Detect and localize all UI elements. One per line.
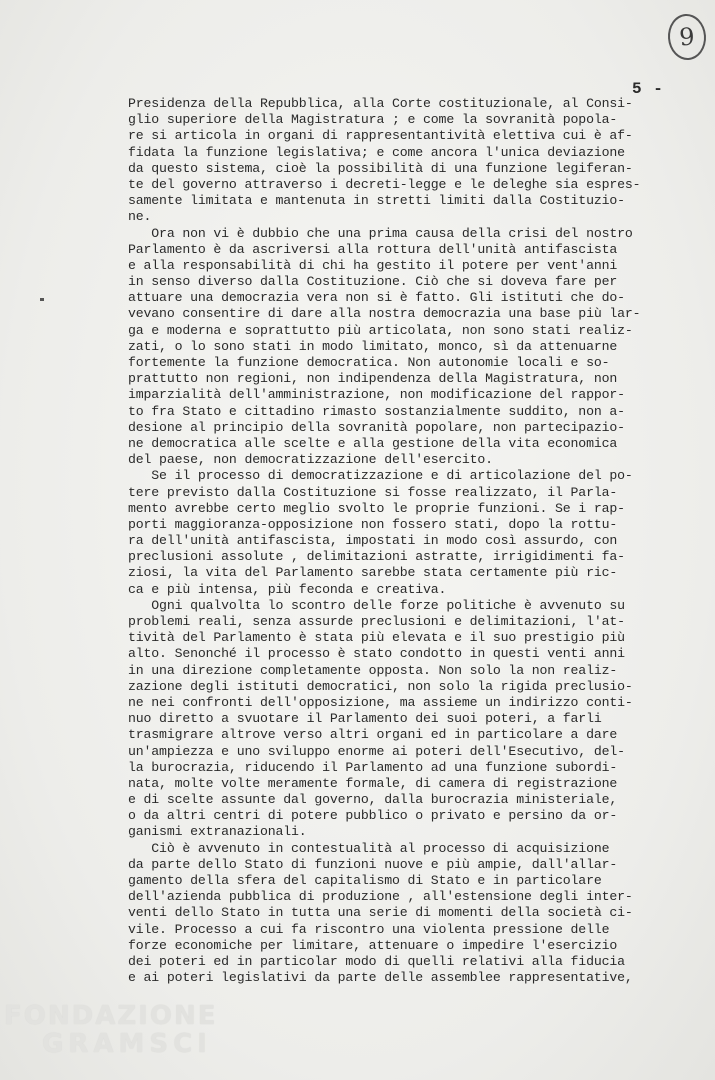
text-line: un'ampiezza e uno sviluppo enorme ai poteri dell'Esecutivo, del-	[128, 743, 625, 759]
text-line: problemi reali, senza assurde preclusioni e delimitazioni, l'at-	[128, 614, 625, 629]
text-line: samente limitata e mantenuta in stretti limiti dalla Costituzio-	[128, 193, 625, 209]
text-line: ra dell'unità antifascista, impostati in modo così assurdo, con	[128, 533, 618, 549]
text-line: dei poteri ed in particolar modo di quelli relativi alla fiducia	[128, 953, 625, 969]
text-line: ne.	[128, 209, 152, 225]
watermark-logo	[4, 1002, 217, 1058]
text-line: Presidenza della Repubblica, alla Corte costituzionale, al Consi-	[128, 96, 633, 111]
text-line: e alla responsabilità di chi ha gestito il potere per vent'anni	[128, 257, 618, 273]
text-line: mento avrebbe certo meglio svolto le proprie funzioni. Se i rap-	[128, 500, 625, 516]
text-line: preclusioni assolute , delimitazioni astratte, irrigidimenti fa-	[128, 549, 625, 565]
text-line: ga e moderna e soprattutto più articolata, non sono stati realiz-	[128, 322, 633, 338]
watermark-line-2: GRAMSCI	[42, 1029, 212, 1059]
text-line: ne democratica alle scelte e alla gestione della vita economica	[128, 435, 618, 451]
text-line: in senso diverso dalla Costituzione. Ciò che si doveva fare per	[128, 274, 618, 290]
text-line: to fra Stato e cittadino rimasto sostanzialmente suddito, non a-	[128, 403, 625, 419]
text-line: tività del Parlamento è stata più elevata e il suo prestigio più	[128, 630, 625, 646]
page-number: 5 -	[632, 80, 664, 98]
margin-mark	[40, 298, 44, 301]
text-line: zati, o lo sono stati in modo limitato, monco, sì da attenuarne	[128, 338, 618, 354]
text-line: Ciò è avvenuto in contestualità al processo di acquisizione	[128, 840, 610, 856]
text-line: vile. Processo a cui fa riscontro una violenta pressione delle	[128, 921, 610, 937]
text-line: da parte dello Stato di funzioni nuove e più ampie, dall'allar-	[128, 856, 618, 872]
text-line: te del governo attraverso i decreti-legge e le deleghe sia espres-	[128, 176, 641, 192]
text-line: e ai poteri legislativi da parte delle assemblee rappresentative,	[128, 970, 633, 986]
text-line: forze economiche per limitare, attenuare o impedire l'esercizio	[128, 937, 618, 953]
text-line: fortemente la funzione democratica. Non autonomie locali e so-	[128, 355, 610, 370]
text-line: la burocrazia, riducendo il Parlamento ad una funzione subordi-	[128, 759, 618, 775]
circled-number-text: 9	[678, 22, 696, 52]
text-line: porti maggioranza-opposizione non fossero stati, dopo la rottu-	[128, 516, 618, 532]
text-line: glio superiore della Magistratura ; e come la sovranità popola-	[128, 112, 618, 128]
text-line: tere previsto dalla Costituzione si fosse realizzato, il Parla-	[128, 484, 618, 500]
text-line: ziosi, la vita del Parlamento sarebbe stata certamente più ric-	[128, 565, 618, 581]
circled-archive-number	[666, 13, 707, 62]
text-line: zazione degli istituti democratici, non solo la rigida preclusio-	[128, 678, 633, 694]
text-line: desione al principio della sovranità popolare, non partecipazio-	[128, 419, 625, 435]
text-line: Ogni qualvolta lo scontro delle forze politiche è avvenuto su	[128, 597, 625, 613]
text-line: vevano consentire di dare alla nostra democrazia una base più lar-	[128, 306, 641, 322]
text-line: ganismi extranazionali.	[128, 824, 307, 840]
text-line: re si articola in organi di rappresentantività elettiva cui è af-	[128, 128, 633, 144]
text-line: da questo sistema, cioè la possibilità di una funzione legiferan-	[128, 160, 633, 176]
text-line: Ora non vi è dubbio che una prima causa della crisi del nostro	[128, 225, 633, 241]
text-line: dell'azienda pubblica di produzione , all'estensione degli inter-	[128, 889, 633, 905]
text-line: ca e più intensa, più feconda e creativa.	[128, 581, 447, 597]
text-line: alto. Senonché il processo è stato condotto in questi venti anni	[128, 646, 625, 662]
text-line: nuo diretto a svuotare il Parlamento dei suoi poteri, a farli	[128, 711, 602, 727]
text-line: gamento della sfera del capitalismo di Stato e in particolare	[128, 873, 602, 888]
text-line: del paese, non democratizzazione dell'esercito.	[128, 452, 493, 468]
text-line: prattutto non regioni, non indipendenza della Magistratura, non	[128, 371, 618, 387]
text-line: trasmigrare altrove verso altri organi ed in particolare a dare	[128, 727, 618, 743]
text-line: attuare una democrazia vera non si è fatto. Gli istituti che do-	[128, 290, 625, 306]
text-line: fidata la funzione legislativa; e come ancora l'unica deviazione	[128, 144, 625, 160]
watermark-line-1: FONDAZIONE	[4, 1001, 218, 1031]
text-line: Se il processo di democratizzazione e di articolazione del po-	[128, 468, 633, 484]
text-line: venti dello Stato in tutta una serie di momenti della società ci-	[128, 905, 633, 921]
text-line: nata, molte volte meramente formale, di camera di registrazione	[128, 775, 618, 791]
text-line: o da altri centri di potere pubblico o privato e persino da or-	[128, 808, 618, 824]
text-line: imparzialità dell'amministrazione, non modificazione del rappor-	[128, 387, 625, 403]
body-text	[128, 96, 688, 986]
text-line: Parlamento è da ascriversi alla rottura dell'unità antifascista	[128, 241, 618, 257]
text-line: in una direzione completamente opposta. Non solo la non realiz-	[128, 662, 618, 678]
text-line: e di scelte assunte dal governo, dalla burocrazia ministeriale,	[128, 792, 618, 808]
text-line: ne nei confronti dell'opposizione, ma assieme un indirizzo conti-	[128, 694, 633, 710]
